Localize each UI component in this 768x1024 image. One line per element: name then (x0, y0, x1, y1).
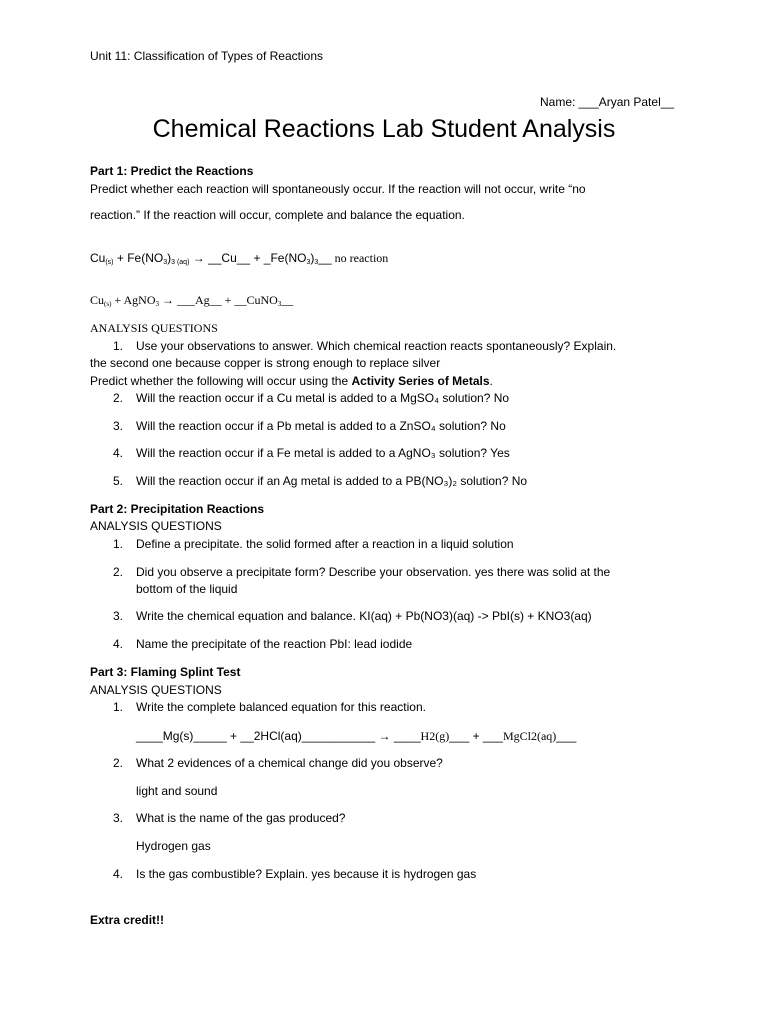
question-number: 1. (113, 339, 124, 353)
part1-question-2: Will the reaction occur if a Cu metal is added to a MgSO₄ solution? No (136, 391, 510, 405)
question-number: 1. (113, 537, 124, 551)
question-number: 4. (113, 637, 124, 651)
question-number: 3. (113, 609, 124, 623)
part1-analysis-heading: ANALYSIS QUESTIONS (90, 321, 218, 335)
activity-series-prompt: Predict whether the following will occur using the Activity Series of Metals. (90, 374, 493, 388)
part3-equation: ____Mg(s)_____ + __2HCl(aq)___________ → ____H2(g)___ + ___MgCl2(aq)___ (136, 729, 577, 743)
extra-credit-label: Extra credit!! (90, 913, 165, 927)
part1-question-4: Will the reaction occur if a Fe metal is added to a AgNO₃ solution? Yes (136, 446, 510, 460)
part1-instructions-line1: Predict whether each reaction will spontaneously occur. If the reaction will not occur, write “no (90, 182, 586, 196)
part2-question-1: Define a precipitate. the solid formed after a reaction in a liquid solution (136, 537, 514, 551)
question-number: 3. (113, 811, 124, 825)
part3-answer-3: Hydrogen gas (136, 839, 211, 853)
question-number: 5. (113, 474, 124, 488)
part2-question-4: Name the precipitate of the reaction PbI: lead iodide (136, 637, 413, 651)
part3-question-4: Is the gas combustible? Explain. yes because it is hydrogen gas (136, 867, 477, 881)
part2-heading: Part 2: Precipitation Reactions (90, 502, 265, 516)
question-number: 2. (113, 565, 124, 579)
part1-question-1: Use your observations to answer. Which chemical reaction reacts spontaneously? Explain. (136, 339, 617, 353)
part2-question-3: Write the chemical equation and balance. KI(aq) + Pb(NO3)(aq) -> PbI(s) + KNO3(aq) (136, 609, 592, 623)
part1-instructions-line2: reaction.” If the reaction will occur, complete and balance the equation. (90, 208, 465, 222)
part2-question-2-line1: Did you observe a precipitate form? Describe your observation. yes there was solid at the (136, 565, 611, 579)
page-title: Chemical Reactions Lab Student Analysis (152, 115, 616, 143)
part1-heading: Part 1: Predict the Reactions (90, 164, 254, 178)
student-name: Name: ___Aryan Patel__ (540, 95, 675, 109)
part3-question-2: What 2 evidences of a chemical change did you observe? (136, 756, 443, 770)
question-number: 4. (113, 867, 124, 881)
part1-answer-1: the second one because copper is strong enough to replace silver (90, 356, 441, 370)
part3-question-1: Write the complete balanced equation for this reaction. (136, 700, 426, 714)
question-number: 2. (113, 756, 124, 770)
part2-question-2-line2: bottom of the liquid (136, 582, 238, 596)
part1-question-5: Will the reaction occur if an Ag metal is added to a PB(NO₃)₂ solution? No (136, 474, 528, 488)
equation-1: $Cu_{(s)} + Fe(NO_3)_{3 (aq)}$ → __Cu__ + $\_Fe(NO_3)_3\_\_$ no reaction (90, 251, 389, 266)
question-number: 2. (113, 391, 124, 405)
part2-analysis-heading: ANALYSIS QUESTIONS (90, 519, 222, 533)
part3-heading: Part 3: Flaming Splint Test (90, 665, 241, 679)
equation-1-answer: no reaction (331, 251, 389, 265)
part3-question-3: What is the name of the gas produced? (136, 811, 346, 825)
question-number: 3. (113, 419, 124, 433)
part1-question-3: Will the reaction occur if a Pb metal is added to a ZnSO₄ solution? No (136, 419, 506, 433)
equation-2: $Cu_{(s)}$ + AgNO$_3$ → ___Ag__ + __CuNO$_3$__ (90, 293, 294, 308)
unit-label: Unit 11: Classification of Types of Reactions (90, 49, 324, 63)
part3-analysis-heading: ANALYSIS QUESTIONS (90, 683, 222, 697)
part3-answer-2: light and sound (136, 784, 218, 798)
question-number: 4. (113, 446, 124, 460)
question-number: 1. (113, 700, 124, 714)
